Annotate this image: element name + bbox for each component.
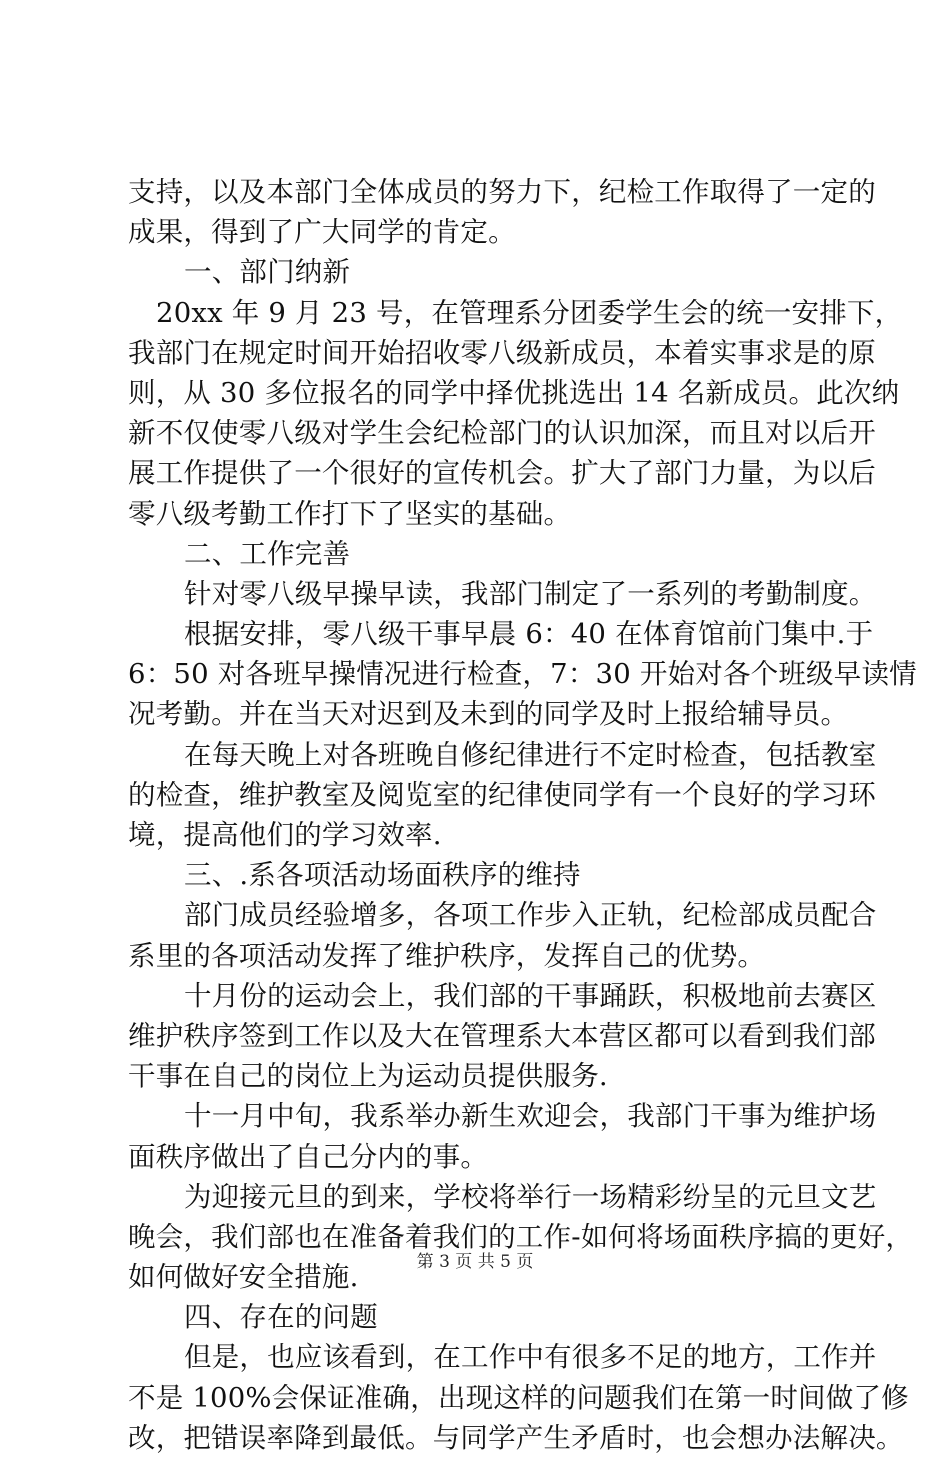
text-line: 6：50 对各班早操情况进行检查，7：30 开始对各个班级早读情 [128,658,917,691]
text-line: 系里的各项活动发挥了维护秩序，发挥自己的优势。 [128,939,766,972]
text-line: 展工作提供了一个很好的宣传机会。扩大了部门力量，为以后 [128,457,876,490]
text-line: 况考勤。并在当天对迟到及未到的同学及时上报给辅导员。 [128,698,849,731]
text-line: 面秩序做出了自己分内的事。 [128,1140,489,1173]
text-line: 根据安排，零八级干事早晨 6：40 在体育馆前门集中.于 [184,618,874,651]
text-line: 成果，得到了广大同学的肯定。 [128,216,516,249]
text-line: 但是，也应该看到，在工作中有很多不足的地方，工作并 [184,1341,877,1374]
text-line: 部门成员经验增多，各项工作步入正轨，纪检部成员配合 [184,899,877,932]
page-number-footer: 第 3 页 共 5 页 [416,1252,534,1272]
text-line: 支持，以及本部门全体成员的努力下，纪检工作取得了一定的 [128,176,876,208]
text-line: 如何做好安全措施. [128,1261,359,1294]
text-line: 维护秩序签到工作以及大在管理系大本营区都可以看到我们部 [128,1019,876,1052]
text-line: 针对零八级早操早读，我部门制定了一系列的考勤制度。 [184,577,877,610]
text-line: 在每天晚上对各班晚自修纪律进行不定时检查，包括教室 [184,738,877,771]
text-line: 我部门在规定时间开始招收零八级新成员，本着实事求是的原 [128,336,876,369]
text-line: 境，提高他们的学习效率. [128,819,442,851]
section-heading: 四、存在的问题 [184,1301,378,1334]
text-line: 则，从 30 多位报名的同学中择优挑选出 14 名新成员。此次纳 [128,376,900,409]
text-line: 零八级考勤工作打下了坚实的基础。 [128,497,572,530]
section-heading: 一、部门纳新 [184,256,351,289]
section-heading: 三、.系各项活动场面秩序的维持 [184,859,581,892]
text-line: 干事在自己的岗位上为运动员提供服务. [128,1060,608,1093]
text-line: 的检查，维护教室及阅览室的纪律使同学有一个良好的学习环 [128,778,876,811]
text-line: 十一月中旬，我系举办新生欢迎会，我部门干事为维护场 [184,1100,877,1133]
text-line: 十月份的运动会上，我们部的干事踊跃，积极地前去赛区 [184,979,877,1012]
text-line: 20xx 年 9 月 23 号，在管理系分团委学生会的统一安排下， [156,296,903,329]
section-heading: 二、工作完善 [184,537,351,570]
text-line: 改，把错误率降到最低。与同学产生矛盾时，也会想办法解决。 [128,1421,904,1454]
text-line: 不是 100%会保证准确，出现这样的问题我们在第一时间做了修 [128,1381,909,1414]
text-line: 为迎接元旦的到来，学校将举行一场精彩纷呈的元旦文艺 [184,1180,877,1213]
text-line: 晚会，我们部也在准备着我们的工作-如何将场面秩序搞的更好， [128,1220,914,1253]
text-line: 新不仅使零八级对学生会纪检部门的认识加深，而且对以后开 [128,417,876,450]
